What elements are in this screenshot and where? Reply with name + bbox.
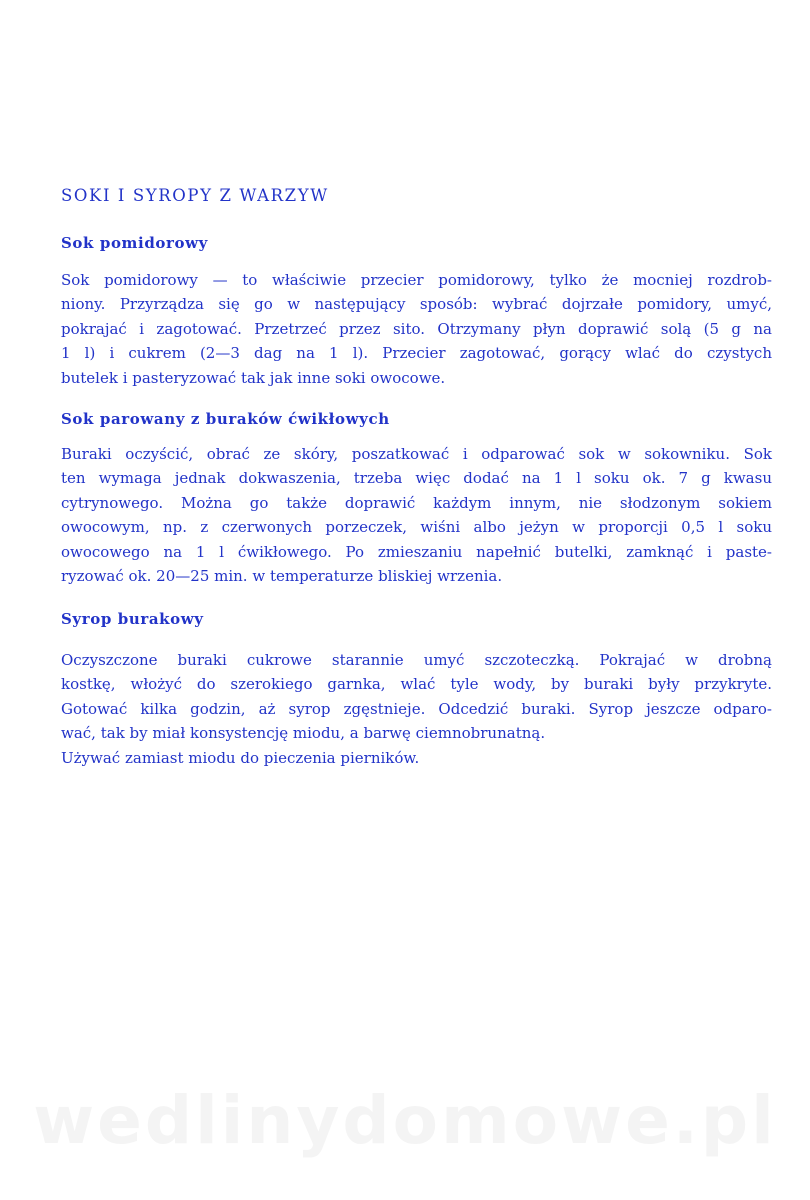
text-line: owocowym, np. z czerwonych porzeczek, wiśni albo jeżyn w proporcji 0,5 l soku <box>61 518 772 537</box>
text-line: butelek i pasteryzować tak jak inne soki owocowe. <box>61 368 446 387</box>
text-line: kostkę, włożyć do szerokiego garnka, wlać tyle wody, by buraki były przykryte. <box>61 675 772 694</box>
text-line: cytrynowego. Można go także doprawić każdym innym, nie słodzonym sokiem <box>61 493 772 512</box>
section-heading-sok-parowany: Sok parowany z buraków ćwikłowych <box>61 410 390 428</box>
text-line: Sok pomidorowy — to właściwie przecier pomidorowy, tylko że mocniej rozdrob- <box>61 271 772 289</box>
section-body-syrop-burakowy <box>61 648 772 770</box>
section-body-sok-parowany <box>61 442 772 588</box>
text-line: Buraki oczyścić, obrać ze skóry, poszatkować i odparować sok w sokowniku. Sok <box>61 445 772 463</box>
chapter-title: SOKI I SYROPY Z WARZYW <box>61 186 329 205</box>
text-line: niony. Przyrządza się go w następujący sposób: wybrać dojrzałe pomidory, umyć, <box>61 295 772 314</box>
text-line: pokrajać i zagotować. Przetrzeć przez sito. Otrzymany płyn doprawić solą (5 g na <box>61 319 772 338</box>
watermark: wedlinydomowe.pl <box>33 1082 777 1159</box>
text-line: 1 l) i cukrem (2—3 dag na 1 l). Przecier zagotować, gorący wlać do czystych <box>61 344 772 363</box>
section-heading-syrop-burakowy: Syrop burakowy <box>61 610 204 628</box>
section-body-sok-pomidorowy <box>61 268 772 390</box>
text-line: Gotować kilka godzin, aż syrop zgęstnieje. Odcedzić buraki. Syrop jeszcze odparo- <box>61 699 772 718</box>
text-line: Używać zamiast miodu do pieczenia pierników. <box>61 748 420 767</box>
text-line: ryzować ok. 20—25 min. w temperaturze bliskiej wrzenia. <box>61 566 503 585</box>
section-heading-sok-pomidorowy: Sok pomidorowy <box>61 234 208 252</box>
text-line: owocowego na 1 l ćwikłowego. Po zmieszaniu napełnić butelki, zamknąć i paste- <box>61 542 772 561</box>
text-line: wać, tak by miał konsystencję miodu, a barwę ciemnobrunatną. <box>61 724 546 743</box>
text-line: Oczyszczone buraki cukrowe starannie umyć szczoteczką. Pokrajać w drobną <box>61 651 772 669</box>
text-line: ten wymaga jednak dokwaszenia, trzeba więc dodać na 1 l soku ok. 7 g kwasu <box>61 469 772 488</box>
